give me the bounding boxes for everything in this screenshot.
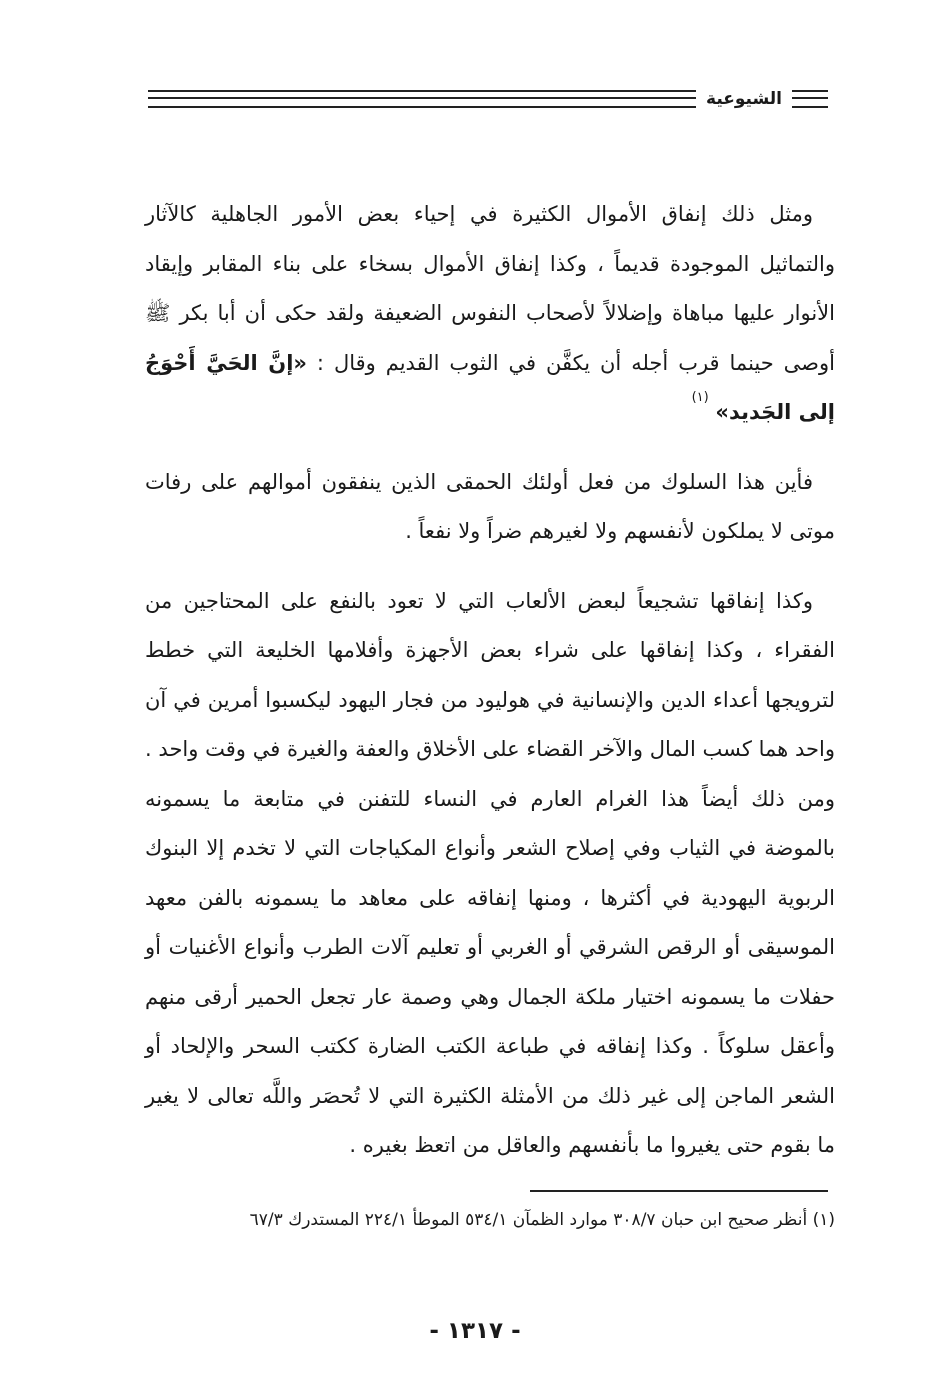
paragraph-1 [145,190,835,438]
header-title: الشيوعية [706,89,782,109]
footnote-reference[interactable]: (١) [691,390,709,405]
header-rule-left [148,90,696,108]
paragraph-2: فأين هذا السلوك من فعل أولئك الحمقى الذين ينفقون أموالهم على رفات موتى لا يملكون لأنفسهم ولا لغيرهم ضراً ولا نفعاً . [145,469,835,543]
paragraph-3: وكذا إنفاقها تشجيعاً لبعض الألعاب التي لا تعود بالنفع على المحتاجين من الفقراء ، وكذا إنفاقها على شراء بعض الأجهزة وأفلامها الخليعة التي خطط لترويجها أعداء الدين والإنسانية في هوليود من فجار اليهود ليكسبوا أمرين في آن واحد هما كسب المال والآخر القضاء على الأخلاق والعفة والغيرة في وقت واحد . ومن ذلك أيضاً هذا الغرام العارم في النساء للتفنن في متابعة ما يسمونه بالموضة في الثياب وفي إصلاح الشعر وأنواع المكياجات التي لا تخدم إلا البنوك الربوية اليهودية في أكثرها ، ومنها إنفاقه على معاهد ما يسمونه بالفن معهد الموسيقى أو الرقص الشرقي أو الغربي أو تعليم آلات الطرب وأنواع الأغنيات أو حفلات ما يسمونه اختيار ملكة الجمال وهي وصمة عار تجعل الحمير أرقى منهم وأعقل سلوكاً . وكذا إنفاقه في طباعة الكتب الضارة ككتب السحر والإلحاد أو الشعر الماجن إلى غير ذلك من الأمثلة الكثيرة التي لا تُحصَر واللَّه تعالى لا يغير ما بقوم حتى يغيروا ما بأنفسهم والعاقل من اتعظ بغيره . [145,588,835,1157]
header-rule-right [792,90,828,108]
paragraph-1-text: ومثل ذلك إنفاق الأموال الكثيرة في إحياء بعض الأمور الجاهلية كالآثار والتماثيل الموجودة قديماً ، وكذا إنفاق الأموال بسخاء على بناء المقابر وإيقاد الأنوار عليها مباهاة وإضلالاً لأصحاب النفوس الضعيفة ولقد حكى أن أبا بكر ﷺ أوصى حينما قرب أجله أن يكفَّن في الثوب القديم وقال : [145,202,835,375]
page-body [145,190,835,1171]
running-header [148,88,828,110]
footnote-separator [530,1190,828,1192]
footnote: (١) أنظر صحيح ابن حبان ٣٠٨/٧ موارد الظمآن ٥٣٤/١ الموطأ ٢٢٤/١ المستدرك ٦٧/٣ [249,1210,835,1230]
page-number: - ١٣١٧ - [429,1318,521,1344]
quoted-saying: «إنَّ الحَيَّ أَحْوَجُ إلى الجَديد» [145,350,835,424]
